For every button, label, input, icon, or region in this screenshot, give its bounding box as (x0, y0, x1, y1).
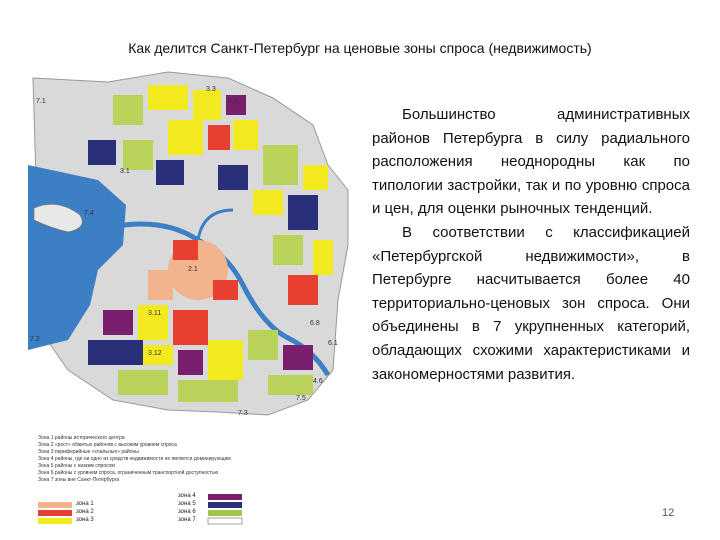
legend-line: Зона 7 зоны вне Санкт-Петербурга (38, 477, 120, 483)
legend-swatch-label: зона 3 (76, 517, 94, 523)
legend-line: Зона 6 районы с уровнем спроса, ограниченным транспортной доступностью (38, 470, 219, 476)
legend-swatch-label: зона 6 (178, 509, 196, 515)
body-paragraph-1: Большинство административных районов Петербурга в силу радиального расположения неоднородны как по типологии застройки, так и по уровню спроса и цен, для оценки рыночных тенденций. (372, 106, 690, 218)
zone-label: 3.2 (228, 98, 238, 105)
legend-swatch-label: зона 1 (76, 501, 94, 507)
legend-swatch-label: зона 7 (178, 517, 196, 523)
zone-label: 7.5 (296, 395, 306, 402)
legend-line: Зона 5 районы с низким спросом (38, 463, 115, 469)
map-legend (38, 435, 358, 484)
legend-line: Зона 4 районы, где ни одно из средств недвижимости не является доминирующим (38, 456, 231, 462)
zone-label: 3.1 (120, 168, 130, 175)
legend-line: Зона 2 «рост» обжитых районов с высоким уровнем спроса (38, 442, 177, 448)
slide-title: Как делится Санкт-Петербург на ценовые зоны спроса (недвижимость) (128, 40, 592, 56)
page-number: 12 (662, 507, 675, 519)
zone-label: 7.3 (238, 410, 248, 417)
body-paragraph-2: В соответствии с классификацией «Петербургской недвижимости», в Петербурге насчитывается более 40 территориально-ценовых зон спроса. Они объединены в 7 укрупненных категорий, обладающих схожими характеристиками и закономерностями развития. (372, 223, 690, 383)
zone-label: 7.2 (30, 336, 40, 343)
zone-label: 3.12 (148, 350, 162, 357)
zone-label: 4.6 (313, 378, 323, 385)
legend-line: Зона 3 периферийные «спальные» районы (38, 449, 139, 455)
legend-swatch-label: зона 4 (178, 493, 196, 499)
legend-line: Зона 1 районы исторического центра (38, 435, 125, 441)
slide-body-text (372, 103, 690, 386)
zone-label: 7.1 (36, 98, 46, 105)
zone-label: 6.8 (310, 320, 320, 327)
zone-label: 6.1 (328, 340, 338, 347)
legend-swatch-label: зона 5 (178, 501, 196, 507)
legend-swatch-label: зона 2 (76, 509, 94, 515)
zone-label: 3.3 (206, 86, 216, 93)
zone-label: 3.11 (148, 310, 162, 317)
zone-label: 2.1 (188, 266, 198, 273)
zone-label: 7.4 (84, 210, 94, 217)
price-zone-map (28, 70, 362, 530)
